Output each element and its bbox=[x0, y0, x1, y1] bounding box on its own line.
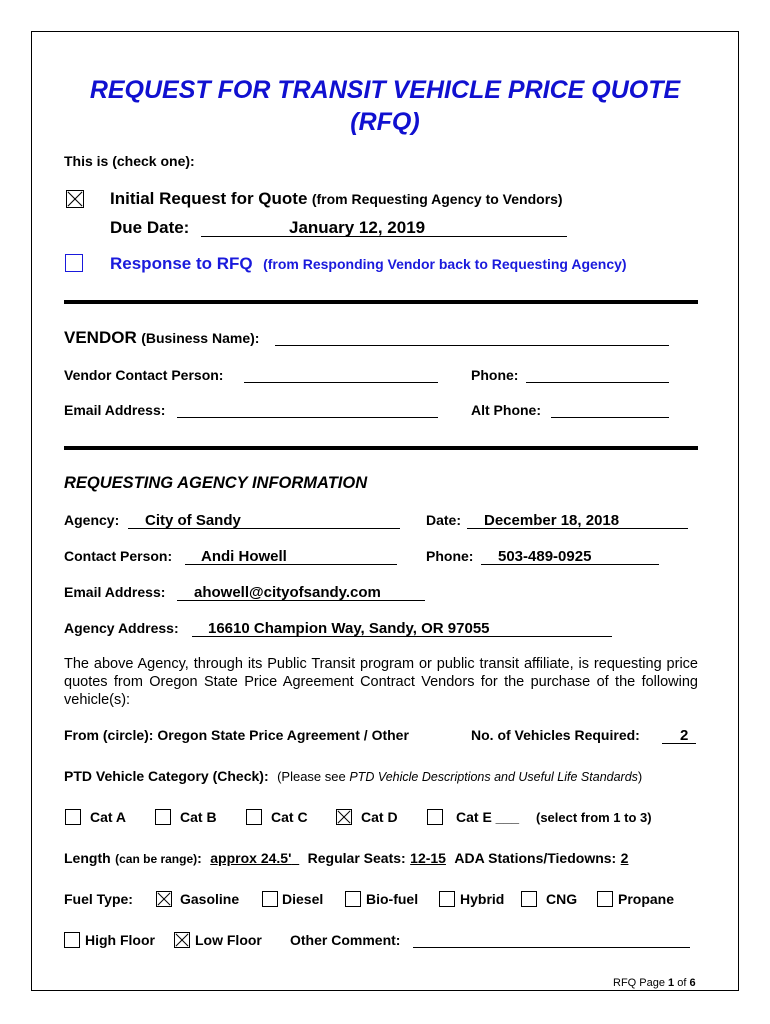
vendor-sub-label: (Business Name): bbox=[141, 330, 260, 346]
footer-page: 1 bbox=[668, 977, 675, 989]
due-date-value: January 12, 2019 bbox=[289, 218, 426, 237]
agency-section-title: REQUESTING AGENCY INFORMATION bbox=[64, 474, 368, 492]
fuel-propane-checkbox[interactable] bbox=[597, 891, 613, 907]
fuel-diesel-label: Diesel bbox=[282, 891, 324, 907]
other-comment-line[interactable] bbox=[413, 947, 690, 948]
fuel-propane-label: Propane bbox=[618, 891, 675, 907]
fuel-cng-label: CNG bbox=[546, 891, 578, 907]
vendor-name-line[interactable] bbox=[275, 345, 669, 346]
form-page-border bbox=[31, 31, 739, 991]
ptd-note-pre: (Please see bbox=[277, 769, 350, 784]
ada-label: ADA Stations/Tiedowns: bbox=[454, 850, 617, 866]
seats-label: Regular Seats: bbox=[307, 850, 406, 866]
fuel-cng-checkbox[interactable] bbox=[521, 891, 537, 907]
cat-e-checkbox[interactable] bbox=[427, 809, 443, 825]
fuel-type-label: Fuel Type: bbox=[64, 891, 133, 907]
section-divider-1 bbox=[64, 300, 698, 304]
fuel-gasoline-checkbox[interactable] bbox=[156, 891, 172, 907]
seats-value: 12-15 bbox=[410, 850, 446, 866]
initial-request-note: (from Requesting Agency to Vendors) bbox=[311, 191, 563, 207]
vendor-contact-label: Vendor Contact Person: bbox=[64, 367, 224, 383]
cat-c-label: Cat C bbox=[271, 809, 308, 825]
check-one-label: This is (check one): bbox=[64, 153, 195, 169]
vendor-contact-line[interactable] bbox=[244, 382, 438, 383]
form-title-line1: REQUEST FOR TRANSIT VEHICLE PRICE QUOTE bbox=[89, 76, 681, 104]
cat-d-checkbox[interactable] bbox=[336, 809, 352, 825]
cat-b-label: Cat B bbox=[180, 809, 217, 825]
vendor-alt-phone-label: Alt Phone: bbox=[471, 402, 541, 418]
length-note: (can be range) bbox=[115, 852, 198, 866]
response-checkbox[interactable] bbox=[65, 254, 83, 272]
high-floor-checkbox[interactable] bbox=[64, 932, 80, 948]
response-text bbox=[110, 254, 627, 274]
length-label: Length bbox=[64, 850, 111, 866]
cat-a-checkbox[interactable] bbox=[65, 809, 81, 825]
request-paragraph: The above Agency, through its Public Transit program or public transit affiliate, is requesting price quotes from Oregon State Price Agreement Contract Vendors for the purchase of the following vehicle(s): bbox=[64, 656, 698, 708]
ptd-note-italic: PTD Vehicle Descriptions and Useful Life Standards bbox=[349, 770, 638, 784]
response-label: Response to RFQ bbox=[110, 254, 253, 273]
footer-prefix: RFQ Page bbox=[613, 977, 669, 989]
cat-d-label: Cat D bbox=[361, 809, 398, 825]
ada-value: 2 bbox=[620, 850, 629, 866]
num-vehicles-line[interactable] bbox=[662, 743, 696, 744]
vendor-label: VENDOR bbox=[64, 328, 137, 347]
vendor-email-line[interactable] bbox=[177, 417, 438, 418]
agency-email-value: ahowell@cityofsandy.com bbox=[194, 584, 381, 601]
low-floor-checkbox[interactable] bbox=[174, 932, 190, 948]
agency-date-value: December 18, 2018 bbox=[484, 512, 620, 529]
fuel-diesel-checkbox[interactable] bbox=[262, 891, 278, 907]
cat-select-note: (select from 1 to 3) bbox=[536, 810, 652, 825]
vendor-email-label: Email Address: bbox=[64, 402, 166, 418]
fuel-gasoline-label: Gasoline bbox=[180, 891, 240, 907]
vendor-name-text bbox=[64, 328, 259, 348]
agency-label: Agency: bbox=[64, 512, 120, 528]
fuel-biofuel-checkbox[interactable] bbox=[345, 891, 361, 907]
agency-address-label: Agency Address: bbox=[64, 620, 179, 636]
form-title-line2: (RFQ) bbox=[350, 108, 420, 136]
ptd-category-label: PTD Vehicle Category (Check): bbox=[64, 768, 269, 784]
length-value: approx 24.5' bbox=[210, 850, 292, 866]
agency-contact-label: Contact Person: bbox=[64, 548, 173, 564]
fuel-biofuel-label: Bio-fuel bbox=[366, 891, 419, 907]
agency-email-label: Email Address: bbox=[64, 584, 166, 600]
agency-phone-label: Phone: bbox=[426, 548, 474, 564]
ptd-note-post: ) bbox=[637, 769, 643, 784]
fuel-hybrid-checkbox[interactable] bbox=[439, 891, 455, 907]
num-vehicles-value: 2 bbox=[680, 727, 689, 744]
high-floor-label: High Floor bbox=[85, 932, 155, 948]
ptd-category-row bbox=[64, 768, 642, 786]
agency-contact-value: Andi Howell bbox=[201, 548, 287, 565]
vendor-alt-phone-line[interactable] bbox=[551, 417, 669, 418]
agency-value: City of Sandy bbox=[145, 512, 241, 529]
vendor-phone-line[interactable] bbox=[526, 382, 669, 383]
cat-b-checkbox[interactable] bbox=[155, 809, 171, 825]
fuel-hybrid-label: Hybrid bbox=[460, 891, 505, 907]
vendor-phone-label: Phone: bbox=[471, 367, 519, 383]
from-circle-label: From (circle): Oregon State Price Agreement / Other bbox=[64, 727, 409, 743]
cat-a-label: Cat A bbox=[90, 809, 127, 825]
agency-address-value: 16610 Champion Way, Sandy, OR 97055 bbox=[208, 620, 490, 637]
due-date-label: Due Date: bbox=[110, 218, 190, 237]
initial-request-text bbox=[110, 189, 563, 209]
footer-total: 6 bbox=[689, 977, 696, 989]
other-comment-label: Other Comment: bbox=[290, 932, 401, 948]
agency-phone-value: 503-489-0925 bbox=[498, 548, 592, 565]
initial-request-label: Initial Request for Quote bbox=[110, 189, 308, 208]
num-vehicles-label: No. of Vehicles Required: bbox=[471, 727, 640, 743]
response-note: (from Responding Vendor back to Requesting Agency) bbox=[263, 256, 627, 272]
initial-request-checkbox[interactable] bbox=[66, 190, 84, 208]
section-divider-2 bbox=[64, 446, 698, 450]
cat-e-label: Cat E ___ bbox=[456, 809, 520, 825]
footer-of: of bbox=[674, 977, 690, 989]
length-row bbox=[64, 850, 628, 868]
low-floor-label: Low Floor bbox=[195, 932, 262, 948]
page-footer bbox=[613, 977, 696, 989]
agency-date-label: Date: bbox=[426, 512, 462, 528]
length-colon: : bbox=[197, 850, 202, 866]
cat-c-checkbox[interactable] bbox=[246, 809, 262, 825]
